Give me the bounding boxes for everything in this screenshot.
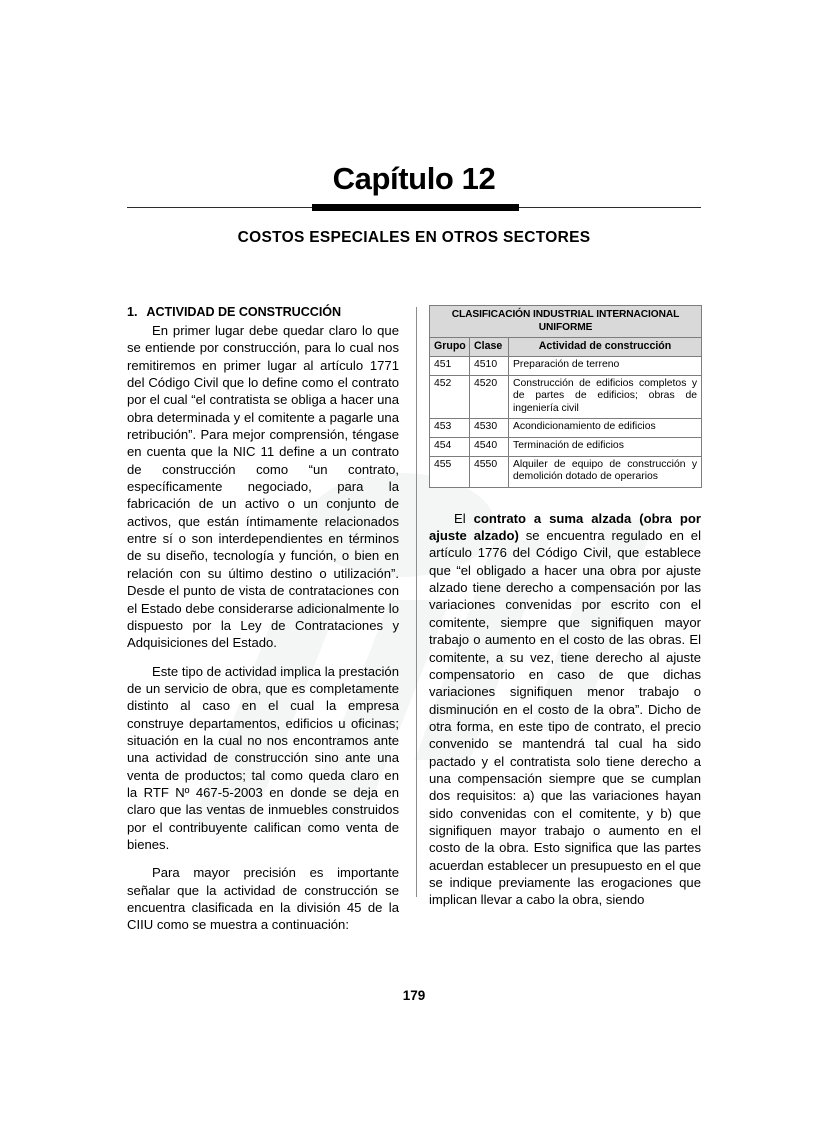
column-header-actividad: Actividad de construcción bbox=[509, 338, 702, 357]
column-divider bbox=[416, 307, 417, 897]
table-row bbox=[430, 456, 702, 487]
cell-actividad: Preparación de terreno bbox=[509, 357, 702, 376]
title-rule bbox=[127, 204, 701, 212]
page-number: 179 bbox=[402, 988, 426, 1003]
table-row bbox=[430, 357, 702, 376]
table-row bbox=[430, 375, 702, 419]
section-heading bbox=[127, 305, 399, 319]
paragraph: Este tipo de actividad implica la prestación de un servicio de obra, que es completamente distinto al caso en el cual la empresa construye departamentos, edificios u oficinas; situación en la cual no nos encontramos ante una actividad de construcción sino ante una venta de productos; tal como queda claro en la RTF Nº 467-5-2003 en donde se deja en claro que las ventas de inmuebles construidos por el contribuyente califican como venta de bienes. bbox=[127, 663, 399, 852]
section-number: 1. bbox=[127, 305, 138, 319]
cell-clase: 4530 bbox=[470, 419, 509, 438]
cell-clase: 4520 bbox=[470, 375, 509, 419]
cell-actividad: Terminación de edificios bbox=[509, 437, 702, 456]
cell-grupo: 453 bbox=[430, 419, 470, 438]
cell-clase: 4540 bbox=[470, 437, 509, 456]
cell-grupo: 455 bbox=[430, 456, 470, 487]
table-header-row bbox=[430, 338, 702, 357]
paragraph: En primer lugar debe quedar claro lo que se entiende por construcción, para lo cual nos remitiremos en primer lugar al artículo 1771 del Código Civil que lo define como el contrato por el cual “el contratista se obliga a hacer una obra determinada y el comitente a pagarle una retribución”. Para mejor comprensión, téngase en cuenta que la NIC 11 define a un contrato de construcción como “un contrato, específicamente negociado, para la fabricación de un activo o un conjunto de activos, que están íntimamente relacionados entre sí o son interdependientes en términos de su diseño, tecnología y función, o bien en relación con su último destino o utilización”. Desde el punto de vista de contrataciones con el Estado debe considerarse adicionalmente lo dispuesto por la Ley de Contrataciones y Adquisiciones del Estado. bbox=[127, 323, 399, 651]
paragraph-emphasis: contrato a suma alzada (obra por ajuste alzado) bbox=[429, 510, 701, 544]
chapter-subtitle: COSTOS ESPECIALES EN OTROS SECTORES bbox=[237, 228, 591, 246]
chapter-header bbox=[127, 163, 701, 247]
right-column bbox=[429, 305, 701, 909]
paragraph-rest: se encuentra regulado en el artículo 1776 del Código Civil, que establece que “el obligado a hacer una obra por ajuste alzado tiene derecho a compensación por las variaciones convenidas por escrito con el comitente, siempre que signifiquen mayor trabajo o aumento en el costo de las obras. El comitente, a su vez, tiene derecho al ajuste compensatorio en caso de que dichas variaciones signifiquen menor trabajo o disminución en el costo de la obra”. Dicho de otra forma, en este tipo de contrato, el precio convenido se mantendrá tal cual ha sido pactado y el contratista solo tiene derecho a una compensación siempre que se cumplan dos requisitos: a) que las variaciones hayan sido convenidas con el comitente, y b) que signifiquen mayor trabajo o aumento en el costo de la obra. Esto significa que las partes acuerdan establecer un presupuesto en el que se indique previamente las erogaciones que implican llevar a cabo la obra, siendo bbox=[429, 528, 701, 908]
cell-actividad: Acondicionamiento de edificios bbox=[509, 419, 702, 438]
ciiu-table bbox=[429, 305, 702, 488]
column-header-grupo: Grupo bbox=[430, 338, 470, 357]
cell-clase: 4510 bbox=[470, 357, 509, 376]
paragraph-lead: El bbox=[454, 510, 474, 526]
cell-actividad: Construcción de edificios completos y de partes de edificios; obras de ingeniería civil bbox=[509, 375, 702, 419]
cell-grupo: 452 bbox=[430, 375, 470, 419]
left-column bbox=[127, 305, 399, 934]
paragraph bbox=[429, 510, 701, 909]
column-header-clase: Clase bbox=[470, 338, 509, 357]
table-row bbox=[430, 437, 702, 456]
cell-actividad: Alquiler de equipo de construcción y demolición dotado de operarios bbox=[509, 456, 702, 487]
title-rule-thick bbox=[312, 204, 519, 211]
paragraph: Para mayor precisión es importante señalar que la actividad de construcción se encuentra clasificada en la división 45 de la CIIU como se muestra a continuación: bbox=[127, 865, 399, 933]
chapter-title: Capítulo 12 bbox=[332, 161, 496, 196]
cell-clase: 4550 bbox=[470, 456, 509, 487]
cell-grupo: 451 bbox=[430, 357, 470, 376]
section-title: ACTIVIDAD DE CONSTRUCCIÓN bbox=[146, 305, 342, 319]
cell-grupo: 454 bbox=[430, 437, 470, 456]
table-title-row bbox=[430, 306, 702, 338]
table-title: CLASIFICACIÓN INDUSTRIAL INTERNACIONAL UNIFORME bbox=[430, 306, 702, 338]
table-row bbox=[430, 419, 702, 438]
